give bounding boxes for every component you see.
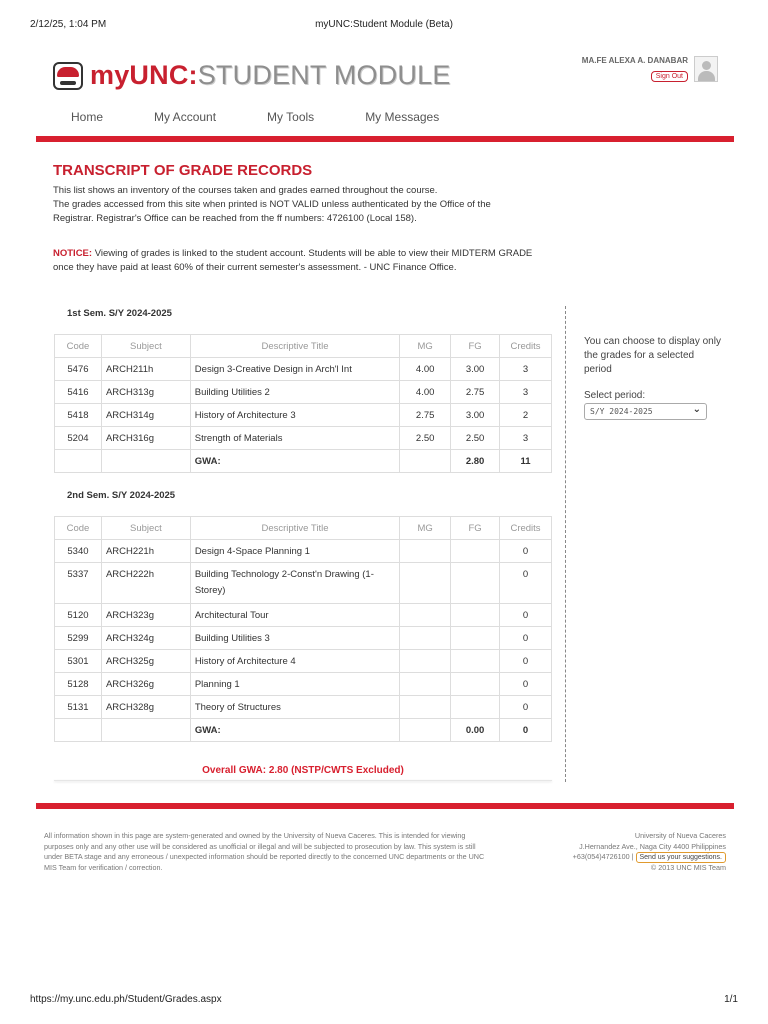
table-row bbox=[55, 381, 552, 404]
cell-subject: ARCH313g bbox=[101, 381, 190, 404]
cell-credits: 0 bbox=[500, 696, 552, 719]
col-code: Code bbox=[55, 335, 102, 358]
cell-title: Building Utilities 3 bbox=[190, 627, 399, 650]
semester-1-table bbox=[54, 334, 552, 473]
period-filter-note: You can choose to display only the grades for a selected period bbox=[584, 336, 721, 375]
panel-bottom-edge bbox=[54, 780, 552, 781]
main-nav bbox=[71, 110, 490, 124]
table-row bbox=[55, 696, 552, 719]
col-subject: Subject bbox=[101, 517, 190, 540]
intro-line-2: The grades accessed from this site when printed is NOT VALID unless authenticated by the Office of the Registrar. Registrar's Office can be reached from the ff numbers: 4726100 (Local 158). bbox=[53, 199, 491, 224]
col-code: Code bbox=[55, 517, 102, 540]
notice-body: Viewing of grades is linked to the student account. Students will be able to view their MIDTERM GRADE once they have paid at least 60% of their current semester's assessment. - UNC Finance Office. bbox=[53, 248, 533, 273]
cell-credits: 3 bbox=[500, 427, 552, 450]
notice-text bbox=[53, 247, 553, 275]
site-logo[interactable] bbox=[53, 60, 451, 91]
col-title: Descriptive Title bbox=[190, 335, 399, 358]
col-mg: MG bbox=[400, 517, 451, 540]
send-suggestions-button[interactable]: Send us your suggestions. bbox=[636, 852, 727, 863]
cell-code: 5337 bbox=[55, 563, 102, 604]
cell-fg bbox=[451, 650, 500, 673]
col-fg: FG bbox=[451, 517, 500, 540]
brand-title bbox=[90, 60, 451, 91]
cell-credits: 2 bbox=[500, 404, 552, 427]
cell-mg bbox=[400, 627, 451, 650]
gwa-credits: 11 bbox=[500, 450, 552, 473]
cell-credits: 0 bbox=[500, 673, 552, 696]
cell-mg bbox=[400, 563, 451, 604]
gwa-label: GWA: bbox=[190, 719, 399, 742]
cell-fg bbox=[451, 540, 500, 563]
table-row bbox=[55, 627, 552, 650]
cell-code: 5120 bbox=[55, 604, 102, 627]
footer-phone: +63(054)4726100 bbox=[572, 852, 630, 862]
semester-2-title: 2nd Sem. S/Y 2024-2025 bbox=[67, 490, 176, 501]
cell-fg bbox=[451, 627, 500, 650]
col-mg: MG bbox=[400, 335, 451, 358]
gwa-row bbox=[55, 719, 552, 742]
cell-fg bbox=[451, 696, 500, 719]
cell-empty bbox=[55, 450, 102, 473]
cell-title: Design 4-Space Planning 1 bbox=[190, 540, 399, 563]
cell-credits: 0 bbox=[500, 604, 552, 627]
cell-subject: ARCH314g bbox=[101, 404, 190, 427]
table-row bbox=[55, 427, 552, 450]
table-row bbox=[55, 358, 552, 381]
nav-my-messages[interactable]: My Messages bbox=[365, 110, 440, 124]
cell-mg: 4.00 bbox=[400, 381, 451, 404]
footer-divider bbox=[36, 803, 734, 809]
cell-subject: ARCH316g bbox=[101, 427, 190, 450]
vertical-divider bbox=[565, 306, 566, 782]
intro-line-1: This list shows an inventory of the courses taken and grades earned throughout the course. bbox=[53, 185, 438, 196]
footer-org: University of Nueva Caceres bbox=[634, 831, 726, 840]
cell-fg: 3.00 bbox=[451, 358, 500, 381]
table-row bbox=[55, 563, 552, 604]
cell-fg bbox=[451, 563, 500, 604]
table-row bbox=[55, 540, 552, 563]
cell-empty bbox=[101, 450, 190, 473]
cell-credits: 0 bbox=[500, 627, 552, 650]
cell-title: Theory of Structures bbox=[190, 696, 399, 719]
col-fg: FG bbox=[451, 335, 500, 358]
cell-mg: 2.50 bbox=[400, 427, 451, 450]
semester-2-table bbox=[54, 516, 552, 742]
cell-fg: 2.50 bbox=[451, 427, 500, 450]
brand-gray-part: STUDENT MODULE bbox=[197, 60, 451, 90]
cell-subject: ARCH222h bbox=[101, 563, 190, 604]
user-name: MA.FE ALEXA A. DANABAR bbox=[581, 56, 688, 65]
col-credits: Credits bbox=[500, 517, 552, 540]
cell-title: Strength of Materials bbox=[190, 427, 399, 450]
cell-mg bbox=[400, 540, 451, 563]
brand-red-part: myUNC: bbox=[90, 60, 198, 90]
cell-mg: 4.00 bbox=[400, 358, 451, 381]
cell-mg bbox=[400, 604, 451, 627]
cell-empty bbox=[101, 719, 190, 742]
footer-address: J.Hernandez Ave., Naga City 4400 Philippines bbox=[579, 841, 726, 851]
cell-title: Design 3-Creative Design in Arch'l Int bbox=[190, 358, 399, 381]
cell-title: History of Architecture 3 bbox=[190, 404, 399, 427]
col-title: Descriptive Title bbox=[190, 517, 399, 540]
gwa-value: 2.80 bbox=[451, 450, 500, 473]
nav-my-account[interactable]: My Account bbox=[154, 110, 217, 124]
cell-subject: ARCH221h bbox=[101, 540, 190, 563]
footer-copyright: © 2013 UNC MIS Team bbox=[650, 863, 726, 873]
period-selected-value: S/Y 2024-2025 bbox=[590, 407, 653, 416]
cell-empty bbox=[400, 450, 451, 473]
page-title: TRANSCRIPT OF GRADE RECORDS bbox=[53, 162, 313, 179]
avatar[interactable] bbox=[694, 56, 718, 82]
gwa-label: GWA: bbox=[190, 450, 399, 473]
cell-code: 5128 bbox=[55, 673, 102, 696]
cell-code: 5299 bbox=[55, 627, 102, 650]
footer-disclaimer: All information shown in this page are system-generated and owned by the University of Nueva Caceres. This is intended for viewing purposes only and any other use will be considered as unofficial or illegal and will be subjected to prosecution by law. This system is still under BETA stage and any erroneous / unexpected information should be reported directly to the concerned UNC departments or the UNC MIS Team for verification / correction. bbox=[44, 831, 485, 872]
overall-gwa: Overall GWA: 2.80 (NSTP/CWTS Excluded) bbox=[202, 765, 404, 776]
nav-home[interactable]: Home bbox=[71, 110, 104, 124]
cell-credits: 3 bbox=[500, 381, 552, 404]
table-row bbox=[55, 404, 552, 427]
header-divider bbox=[36, 136, 734, 142]
print-page-number: 1/1 bbox=[724, 994, 738, 1005]
gwa-row bbox=[55, 450, 552, 473]
semester-1-title: 1st Sem. S/Y 2024-2025 bbox=[67, 308, 172, 319]
cell-empty bbox=[400, 719, 451, 742]
sign-out-button[interactable]: Sign Out bbox=[651, 71, 688, 82]
table-row bbox=[55, 650, 552, 673]
chevron-down-icon: ⌄ bbox=[692, 404, 701, 415]
cell-title: Building Utilities 2 bbox=[190, 381, 399, 404]
cell-mg bbox=[400, 696, 451, 719]
cell-code: 5476 bbox=[55, 358, 102, 381]
cell-code: 5418 bbox=[55, 404, 102, 427]
print-page-title: myUNC:Student Module (Beta) bbox=[315, 19, 453, 30]
cell-subject: ARCH324g bbox=[101, 627, 190, 650]
intro-text bbox=[53, 184, 523, 226]
nav-my-tools[interactable]: My Tools bbox=[267, 110, 315, 124]
cell-credits: 0 bbox=[500, 563, 552, 604]
notice-label: NOTICE: bbox=[53, 248, 93, 259]
cell-fg bbox=[451, 673, 500, 696]
cell-subject: ARCH326g bbox=[101, 673, 190, 696]
cell-fg: 3.00 bbox=[451, 404, 500, 427]
cell-code: 5204 bbox=[55, 427, 102, 450]
print-datetime: 2/12/25, 1:04 PM bbox=[30, 19, 107, 30]
cell-title: Planning 1 bbox=[190, 673, 399, 696]
cell-title: History of Architecture 4 bbox=[190, 650, 399, 673]
cell-credits: 0 bbox=[500, 650, 552, 673]
cell-credits: 0 bbox=[500, 540, 552, 563]
cell-subject: ARCH328g bbox=[101, 696, 190, 719]
table-row bbox=[55, 673, 552, 696]
table-header-row bbox=[55, 517, 552, 540]
cell-credits: 3 bbox=[500, 358, 552, 381]
cell-subject: ARCH211h bbox=[101, 358, 190, 381]
table-row bbox=[55, 604, 552, 627]
print-url: https://my.unc.edu.ph/Student/Grades.aspx bbox=[30, 994, 222, 1005]
user-panel bbox=[582, 56, 718, 83]
table-header-row bbox=[55, 335, 552, 358]
col-subject: Subject bbox=[101, 335, 190, 358]
period-select-label: Select period: bbox=[584, 390, 646, 401]
col-credits: Credits bbox=[500, 335, 552, 358]
period-select[interactable] bbox=[584, 403, 707, 420]
cell-code: 5131 bbox=[55, 696, 102, 719]
cell-mg: 2.75 bbox=[400, 404, 451, 427]
cell-fg: 2.75 bbox=[451, 381, 500, 404]
cell-title: Architectural Tour bbox=[190, 604, 399, 627]
cell-code: 5301 bbox=[55, 650, 102, 673]
cell-subject: ARCH323g bbox=[101, 604, 190, 627]
cell-empty bbox=[55, 719, 102, 742]
cell-code: 5416 bbox=[55, 381, 102, 404]
unc-logo-icon bbox=[53, 62, 83, 90]
cell-code: 5340 bbox=[55, 540, 102, 563]
cell-mg bbox=[400, 650, 451, 673]
gwa-value: 0.00 bbox=[451, 719, 500, 742]
gwa-credits: 0 bbox=[500, 719, 552, 742]
footer-contact: University of Nueva Caceres J.Hernandez Ave., Naga City 4400 Philippines +63(054)4726100 | Send us your suggestions. © 2013 UNC MIS Team bbox=[572, 831, 726, 873]
cell-subject: ARCH325g bbox=[101, 650, 190, 673]
cell-title: Building Technology 2-Const'n Drawing (1-Storey) bbox=[190, 563, 399, 604]
cell-mg bbox=[400, 673, 451, 696]
cell-fg bbox=[451, 604, 500, 627]
